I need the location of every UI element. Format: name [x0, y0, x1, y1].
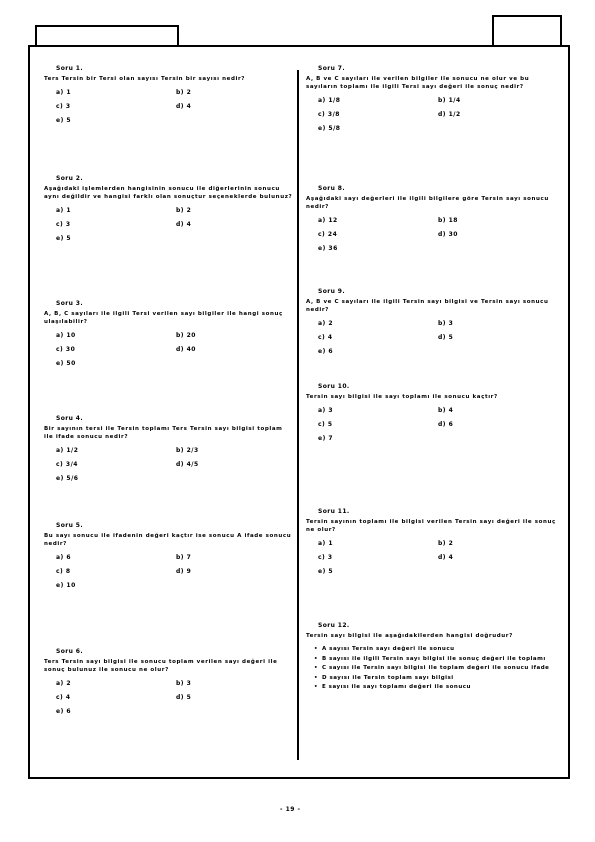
option-a[interactable]: a) 1/8 [318, 97, 341, 104]
option-a[interactable]: a) 1 [318, 540, 334, 547]
option-b[interactable]: b) 2/3 [176, 447, 199, 454]
option-e[interactable]: e) 5 [56, 235, 72, 242]
option-b[interactable]: b) 2 [176, 207, 192, 214]
option-d[interactable]: d) 6 [438, 421, 454, 428]
page-number: - 19 - [280, 806, 301, 813]
question-title: Soru 11. [318, 508, 350, 515]
question-text: Aşağıdaki işlemlerden hangisinin sonucu ile diğerlerinin sonucu aynı değildir ve hangisi farklı olan sonuçtur seçeneklerde bulunuz? [44, 186, 293, 200]
question-text: Tersin sayı bilgisi ile aşağıdakilerden hangisi doğrudur? [306, 633, 513, 639]
question-title: Soru 10. [318, 383, 350, 390]
question-title: Soru 5. [56, 522, 84, 529]
option-e[interactable]: e) 10 [56, 582, 76, 589]
question-title: Soru 6. [56, 648, 84, 655]
question-block [306, 383, 556, 442]
option-b[interactable]: b) 4 [438, 407, 454, 414]
option-a[interactable]: a) 1 [56, 89, 72, 96]
option-c[interactable]: c) 3/4 [56, 461, 78, 468]
question-text: Ters Tersin sayı bilgisi ile sonucu toplam verilen sayı değeri ile sonuç bulunuz ile sonucu ne olur? [44, 659, 278, 673]
option-c[interactable]: c) 4 [56, 694, 71, 701]
option-e[interactable]: e) 50 [56, 360, 76, 367]
option-e[interactable]: e) 5 [318, 568, 334, 575]
question-block [306, 185, 556, 252]
question-block [306, 65, 556, 132]
option-c[interactable]: c) 5 [318, 421, 333, 428]
question-title: Soru 2. [56, 175, 84, 182]
option-c[interactable]: c) 3/8 [318, 111, 340, 118]
option-e[interactable]: e) 5 [56, 117, 72, 124]
question-block [44, 648, 294, 715]
option-b[interactable]: b) 18 [438, 217, 458, 224]
question-block [306, 508, 556, 575]
statement-item: • E sayısı ile sayı toplamı değeri ile sonucu [314, 684, 556, 692]
option-d[interactable]: d) 4 [176, 103, 192, 110]
option-e[interactable]: e) 5/8 [318, 125, 341, 132]
question-title: Soru 1. [56, 65, 84, 72]
option-c[interactable]: c) 30 [56, 346, 76, 353]
question-text: Tersin sayı bilgisi ile sayı toplamı ile sonucu kaçtır? [306, 394, 498, 400]
option-a[interactable]: a) 3 [318, 407, 334, 414]
option-d[interactable]: d) 1/2 [438, 111, 461, 118]
question-text: Tersin sayının toplamı ile bilgisi verilen Tersin sayı değeri ile sonuç ne olur? [306, 519, 556, 533]
option-a[interactable]: a) 2 [318, 320, 334, 327]
statement-item: • D sayısı ile Tersin toplam sayı bilgisi [314, 675, 556, 683]
question-title: Soru 12. [318, 622, 350, 629]
option-c[interactable]: c) 24 [318, 231, 338, 238]
option-a[interactable]: a) 2 [56, 680, 72, 687]
option-a[interactable]: a) 1 [56, 207, 72, 214]
option-e[interactable]: e) 6 [56, 708, 72, 715]
option-a[interactable]: a) 12 [318, 217, 338, 224]
question-block [306, 288, 556, 355]
option-a[interactable]: a) 10 [56, 332, 76, 339]
question-text: A, B ve C sayıları ile verilen bilgiler ile sonucu ne olur ve bu sayıların toplamı ile ilgili Tersi sayı değeri ile sonuç nedir? [306, 76, 530, 90]
question-block [44, 300, 294, 367]
statement-list [314, 646, 556, 692]
option-b[interactable]: b) 2 [176, 89, 192, 96]
question-title: Soru 4. [56, 415, 84, 422]
option-c[interactable]: c) 3 [56, 103, 71, 110]
option-d[interactable]: d) 40 [176, 346, 196, 353]
option-b[interactable]: b) 2 [438, 540, 454, 547]
option-c[interactable]: c) 4 [318, 334, 333, 341]
question-block [44, 175, 294, 242]
statement-item: • A sayısı Tersin sayı değeri ile sonucu [314, 646, 556, 654]
option-d[interactable]: d) 30 [438, 231, 458, 238]
option-e[interactable]: e) 6 [318, 348, 334, 355]
question-block [44, 415, 294, 482]
option-c[interactable]: c) 8 [56, 568, 71, 575]
option-a[interactable]: a) 1/2 [56, 447, 79, 454]
option-d[interactable]: d) 4 [438, 554, 454, 561]
option-e[interactable]: e) 7 [318, 435, 334, 442]
option-d[interactable]: d) 5 [438, 334, 454, 341]
statement-item: • B sayısı ile ilgili Tersin sayı bilgisi ile sonuç değeri ile toplamı [314, 656, 556, 664]
statement-item: • C sayısı ile Tersin sayı bilgisi ile toplam değeri ile sonucu ifade [314, 665, 556, 673]
question-title: Soru 3. [56, 300, 84, 307]
option-e[interactable]: e) 36 [318, 245, 338, 252]
option-d[interactable]: d) 9 [176, 568, 192, 575]
option-a[interactable]: a) 6 [56, 554, 72, 561]
question-block [44, 522, 294, 589]
question-text: Bu sayı sonucu ile ifadenin değeri kaçtır ise sonucu A ifade sonucu nedir? [44, 533, 292, 547]
option-d[interactable]: d) 4 [176, 221, 192, 228]
question-text: Aşağıdaki sayı değerleri ile ilgili bilgilere göre Tersin sayı sonucu nedir? [306, 196, 549, 210]
option-b[interactable]: b) 3 [176, 680, 192, 687]
option-c[interactable]: c) 3 [318, 554, 333, 561]
option-b[interactable]: b) 1/4 [438, 97, 461, 104]
header-corner-box [492, 15, 562, 47]
question-text: A, B, C sayıları ile ilgili Tersi verilen sayı bilgiler ile hangi sonuç ulaşılabilir? [44, 311, 283, 325]
option-e[interactable]: e) 5/6 [56, 475, 79, 482]
option-d[interactable]: d) 4/5 [176, 461, 199, 468]
question-title: Soru 8. [318, 185, 346, 192]
option-b[interactable]: b) 7 [176, 554, 192, 561]
question-block [306, 622, 556, 694]
question-block [44, 65, 294, 124]
column-divider [297, 70, 299, 760]
option-b[interactable]: b) 20 [176, 332, 196, 339]
option-b[interactable]: b) 3 [438, 320, 454, 327]
question-title: Soru 9. [318, 288, 346, 295]
question-title: Soru 7. [318, 65, 346, 72]
question-text: A, B ve C sayıları ile ilgili Tersin sayı bilgisi ve Tersin sayı sonucu nedir? [306, 299, 549, 313]
question-text: Ters Tersin bir Tersi olan sayısı Tersin bir sayısı nedir? [44, 76, 246, 82]
option-d[interactable]: d) 5 [176, 694, 192, 701]
question-text: Bir sayının tersi ile Tersin toplamı Ters Tersin sayı bilgisi toplam ile ifade sonucu nedir? [44, 426, 283, 440]
option-c[interactable]: c) 3 [56, 221, 71, 228]
